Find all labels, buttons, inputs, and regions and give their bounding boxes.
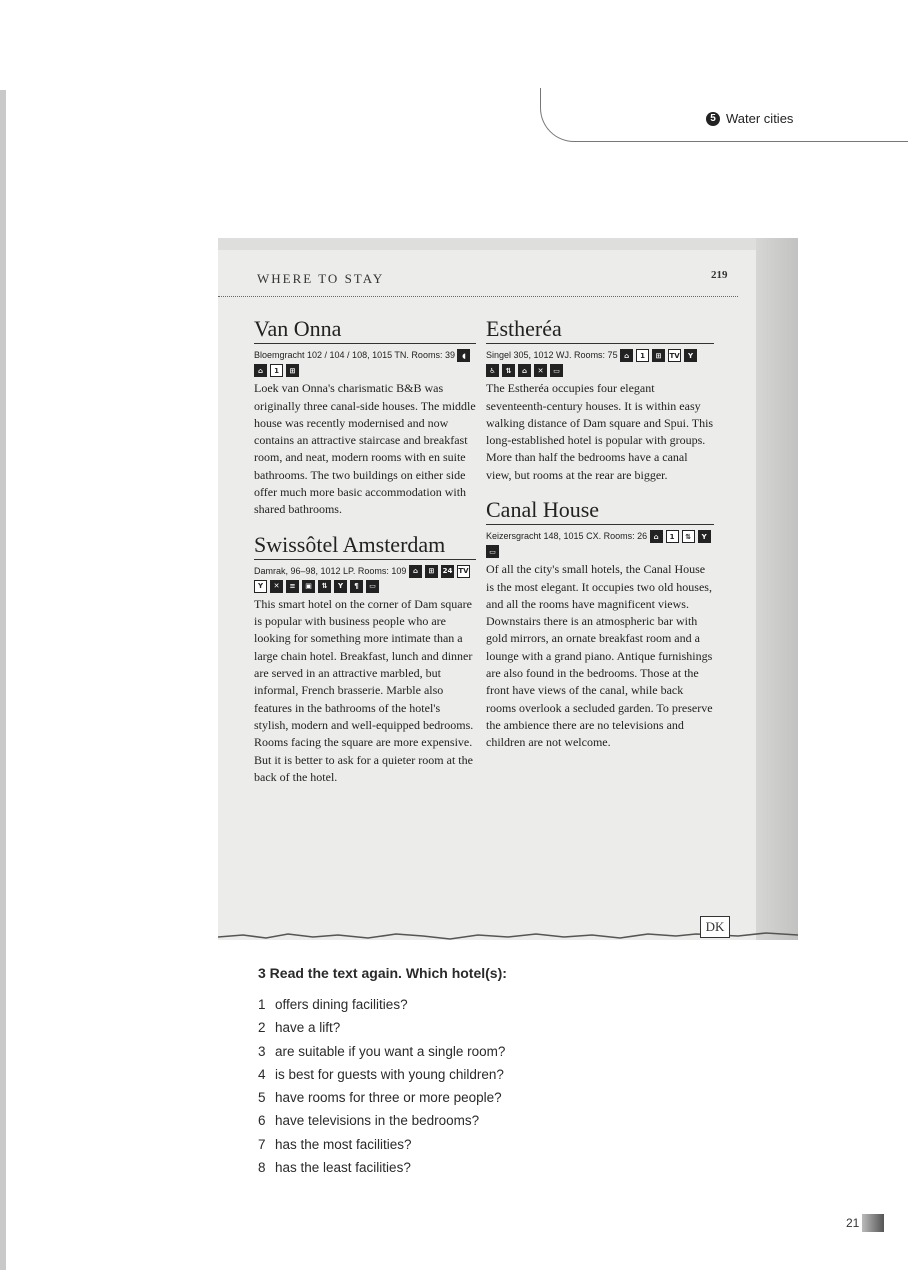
exercise-item-text: is best for guests with young children? <box>275 1066 504 1082</box>
hotel-address <box>486 529 714 559</box>
exercise-item-text: have televisions in the bedrooms? <box>275 1113 480 1129</box>
credit-cards-icon: ▭ <box>550 364 563 377</box>
left-column <box>254 316 476 799</box>
exercise-list <box>258 993 507 1179</box>
credit-cards-icon: ▭ <box>486 545 499 558</box>
non-smoking-icon: ✕ <box>270 580 283 593</box>
exercise-item-text: have rooms for three or more people? <box>275 1090 502 1106</box>
bar-icon: Y <box>698 530 711 543</box>
canal-view-icon: ⌂ <box>620 349 633 362</box>
single-rooms-icon: 1 <box>666 530 679 543</box>
single-rooms-icon: 1 <box>270 364 283 377</box>
garden-icon: ⌂ <box>518 364 531 377</box>
canal-view-icon: ⌂ <box>254 364 267 377</box>
family-rooms-icon: ⊞ <box>652 349 665 362</box>
exercise-item <box>258 1040 507 1063</box>
hotel-address-text: Singel 305, 1012 WJ. Rooms: 75 <box>486 350 618 360</box>
section-label <box>706 111 793 126</box>
exercise-item-text: have a lift? <box>275 1020 341 1036</box>
hotel-name: Canal House <box>486 497 714 525</box>
exercise-block <box>258 965 507 1179</box>
hotel-address-text: Bloemgracht 102 / 104 / 108, 1015 TN. Rooms: 39 <box>254 350 455 360</box>
safe-icon: ▣ <box>302 580 315 593</box>
canal-view-icon: ⌂ <box>409 565 422 578</box>
tv-icon: TV <box>457 565 470 578</box>
right-column <box>486 316 714 765</box>
exercise-item <box>258 1133 507 1156</box>
exercise-item-number: 2 <box>258 1020 266 1036</box>
exercise-item-text: are suitable if you want a single room? <box>275 1043 506 1059</box>
exercise-item-number: 1 <box>258 997 266 1012</box>
hotel-address-text: Damrak, 96–98, 1012 LP. Rooms: 109 <box>254 565 407 576</box>
bar-icon: Y <box>334 580 347 593</box>
hotel-listing <box>486 497 714 752</box>
exercise-title: 3 Read the text again. Which hotel(s): <box>258 965 507 981</box>
exercise-item-text: has the most facilities? <box>275 1136 412 1152</box>
scan-page-shadow <box>756 238 798 940</box>
section-title: Water cities <box>726 111 794 126</box>
scan-top-strip <box>218 238 756 250</box>
hotel-description: The Estheréa occupies four elegant seventeenth-century houses. It is within easy walking distance of Dam square and Spui. This long-established hotel is popular with groups. More than half the bedrooms have a canal view, but rooms at the rear are bigger. <box>486 381 714 482</box>
business-facilities-icon: ≡ <box>286 580 299 593</box>
exercise-item-number: 8 <box>258 1160 266 1176</box>
exercise-item-number: 3 <box>258 1043 266 1059</box>
hotel-description: Of all the city's small hotels, the Canal House is the most elegant. It occupies two old houses, and all the rooms have magnificent views. Downstairs there is an atmospheric bar with gold mirrors, an ornate breakfast room and a lounge with a grand piano. Antique furnishings are also found in the bedrooms. Those at the front have views of the canal, while back rooms overlook a secluded garden. To preserve the ambience there are no televisions and children are not welcome. <box>486 562 713 750</box>
page-corner <box>846 1214 884 1232</box>
page-number: 21 <box>846 1216 860 1230</box>
family-rooms-icon: ⊞ <box>425 565 438 578</box>
no-credit-cards-icon: ◖ <box>457 349 470 362</box>
disabled-access-icon: ♿ <box>486 364 499 377</box>
tv-icon: TV <box>668 349 681 362</box>
page-corner-bar <box>862 1214 884 1232</box>
exercise-item-number: 6 <box>258 1113 266 1129</box>
running-head: WHERE TO STAY <box>257 271 385 286</box>
dk-logo: DK <box>700 916 730 938</box>
single-rooms-icon: 1 <box>636 349 649 362</box>
hotel-name: Swissôtel Amsterdam <box>254 532 476 560</box>
hotel-name: Estheréa <box>486 316 714 344</box>
hotel-address <box>254 564 476 594</box>
lift-icon: ⇅ <box>682 530 695 543</box>
hotel-name: Van Onna <box>254 316 476 344</box>
exercise-item-text: offers dining facilities? <box>275 997 408 1012</box>
non-smoking-icon: ✕ <box>534 364 547 377</box>
family-rooms-icon: ⊞ <box>286 364 299 377</box>
credit-cards-icon: ▭ <box>366 580 379 593</box>
exercise-item-text: has the least facilities? <box>275 1160 411 1176</box>
minibar-icon: Y <box>684 349 697 362</box>
header-rule <box>218 296 738 297</box>
exercise-item-number: 5 <box>258 1090 266 1106</box>
hotel-listing <box>254 532 476 787</box>
minibar-icon: Y <box>254 580 267 593</box>
lift-icon: ⇅ <box>502 364 515 377</box>
lift-icon: ⇅ <box>318 580 331 593</box>
hotel-listing <box>254 316 476 519</box>
guidebook-page-number: 219 <box>711 269 728 281</box>
restaurant-icon: ¶ <box>350 580 363 593</box>
exercise-item <box>258 1086 507 1109</box>
canal-view-icon: ⌂ <box>650 530 663 543</box>
hotel-address-text: Keizersgracht 148, 1015 CX. Rooms: 26 <box>486 531 648 542</box>
exercise-item <box>258 1109 507 1132</box>
hotel-address <box>254 348 476 378</box>
exercise-item <box>258 1016 507 1039</box>
hotel-listing <box>486 316 714 484</box>
exercise-item <box>258 993 507 1016</box>
page-edge <box>0 90 6 1270</box>
hotel-description: This smart hotel on the corner of Dam square is popular with business people who are looking for something more intimate than a large chain hotel. Breakfast, lunch and dinner are served in an attractive marbled, but informal, French brasserie. Marble also features in the bathrooms of the hotel's stylish, modern and well-equipped bedrooms. Rooms facing the square are more expensive. But it is better to ask for a quieter room at the back of the hotel. <box>254 596 474 784</box>
exercise-item <box>258 1063 507 1086</box>
exercise-item-number: 4 <box>258 1066 266 1082</box>
hotel-description: Loek van Onna's charismatic B&B was originally three canal-side houses. The middle house was recently modernised and now contains an attractive staircase and breakfast room, and neat, modern rooms with en suite bathrooms. The two buildings on either side offer much more basic accommodation with shared bathrooms. <box>254 381 476 517</box>
exercise-item <box>258 1156 507 1179</box>
exercise-item-number: 7 <box>258 1136 266 1152</box>
room-service-icon: 24 <box>441 565 454 578</box>
hotel-address <box>486 348 714 378</box>
section-number-badge: 5 <box>706 112 720 126</box>
scanned-guidebook-page <box>218 238 798 940</box>
